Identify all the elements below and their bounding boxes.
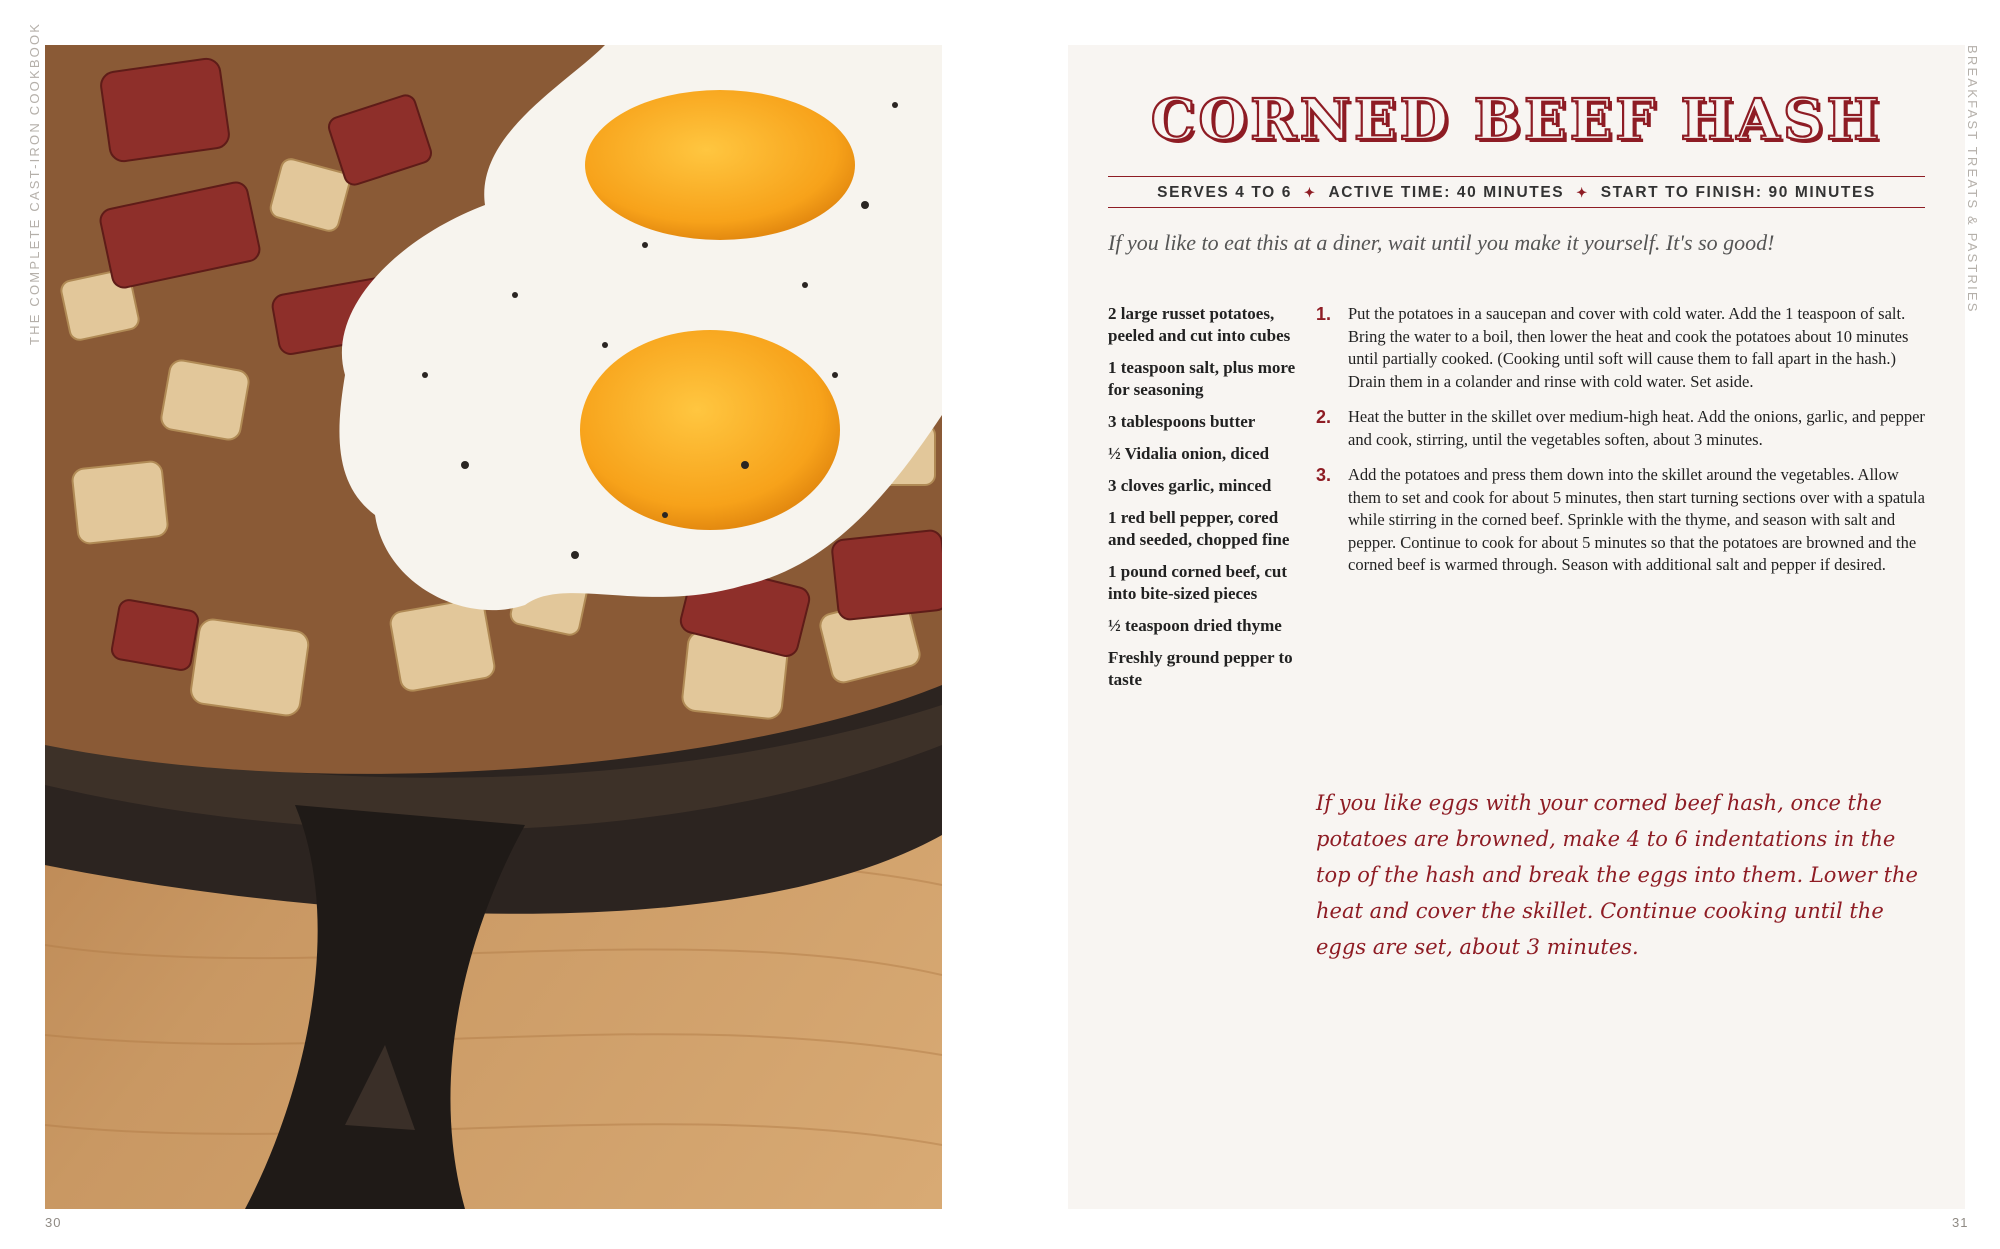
active-time-label: ACTIVE TIME: 40 MINUTES [1328,184,1565,201]
step-number: 1. [1316,304,1332,324]
ingredient-item: 1 teaspoon salt, plus more for seasoning [1108,358,1296,399]
serves-label: SERVES 4 TO 6 [1157,184,1292,201]
spine-book-title: THE COMPLETE CAST-IRON COOKBOOK [27,21,42,345]
page-number-left: 30 [45,1215,62,1230]
instruction-step [1316,406,1928,451]
ingredient-item: 1 pound corned beef, cut into bite-sized pieces [1108,562,1287,603]
meta-separator: ✦ [1303,185,1317,200]
step-number: 3. [1316,465,1332,485]
recipe-tip: If you like eggs with your corned beef hash, once the potatoes are browned, make 4 to 6 indentations in the top of the hash and break the eggs into them. Lower the heat and cover the skillet. Continue cooking until the eggs are set, about 3 minutes. [1316,791,1918,959]
ingredient-item: 3 cloves garlic, minced [1108,476,1272,495]
recipe-photo [45,45,942,1209]
recipe-title: CORNED BEEF HASH [1150,87,1883,153]
title-rule-bottom [1108,207,1925,208]
instruction-step [1316,303,1928,393]
instruction-list [1316,303,1928,590]
ingredient-item: Freshly ground pepper to taste [1108,648,1293,689]
recipe-intro: If you like to eat this at a diner, wait until you make it yourself. It's so good! [1108,230,1775,255]
ingredient-item: 1 red bell pepper, cored and seeded, chopped fine [1108,508,1290,549]
ingredient-item: 3 tablespoons butter [1108,412,1256,431]
hash-skillet-illustration [45,45,942,1209]
start-to-finish-label: START TO FINISH: 90 MINUTES [1600,184,1876,201]
recipe-meta [1108,184,1925,202]
instruction-step [1316,464,1928,577]
ingredient-list [1108,303,1308,701]
page-number-right: 31 [1952,1215,1969,1230]
ingredient-item: ½ Vidalia onion, diced [1108,444,1270,463]
title-rule-top [1108,176,1925,177]
step-number: 2. [1316,407,1332,427]
recipe-page [1068,45,1965,1209]
step-text: Put the potatoes in a saucepan and cover with cold water. Add the 1 teaspoon of salt. Bring the water to a boil, then lower the heat and cook the potatoes about 10 minutes until partially cooked. (Cooking until soft will cause them to fall apart in the hash.) Drain them in a colander and rinse with cold water. Set aside. [1348,304,1909,391]
step-text: Heat the butter in the skillet over medium-high heat. Add the onions, garlic, and pepper and cook, stirring, until the vegetables soften, about 3 minutes. [1348,407,1925,449]
step-text: Add the potatoes and press them down into the skillet around the vegetables. Allow them to set and cook for about 5 minutes, then start turning sections over with a spatula while stirring in the corned beef. Sprinkle with the thyme, and season with salt and pepper. Continue to cook for about 5 minutes so that the potatoes are browned and the corned beef is warmed through. Season with additional salt and pepper if desired. [1348,465,1925,574]
ingredient-item: 2 large russet potatoes, peeled and cut into cubes [1108,304,1291,345]
meta-separator: ✦ [1576,185,1589,200]
ingredient-item: ½ teaspoon dried thyme [1108,616,1282,635]
spine-chapter-title: BREAKFAST TREATS & PASTRIES [1965,45,1980,314]
